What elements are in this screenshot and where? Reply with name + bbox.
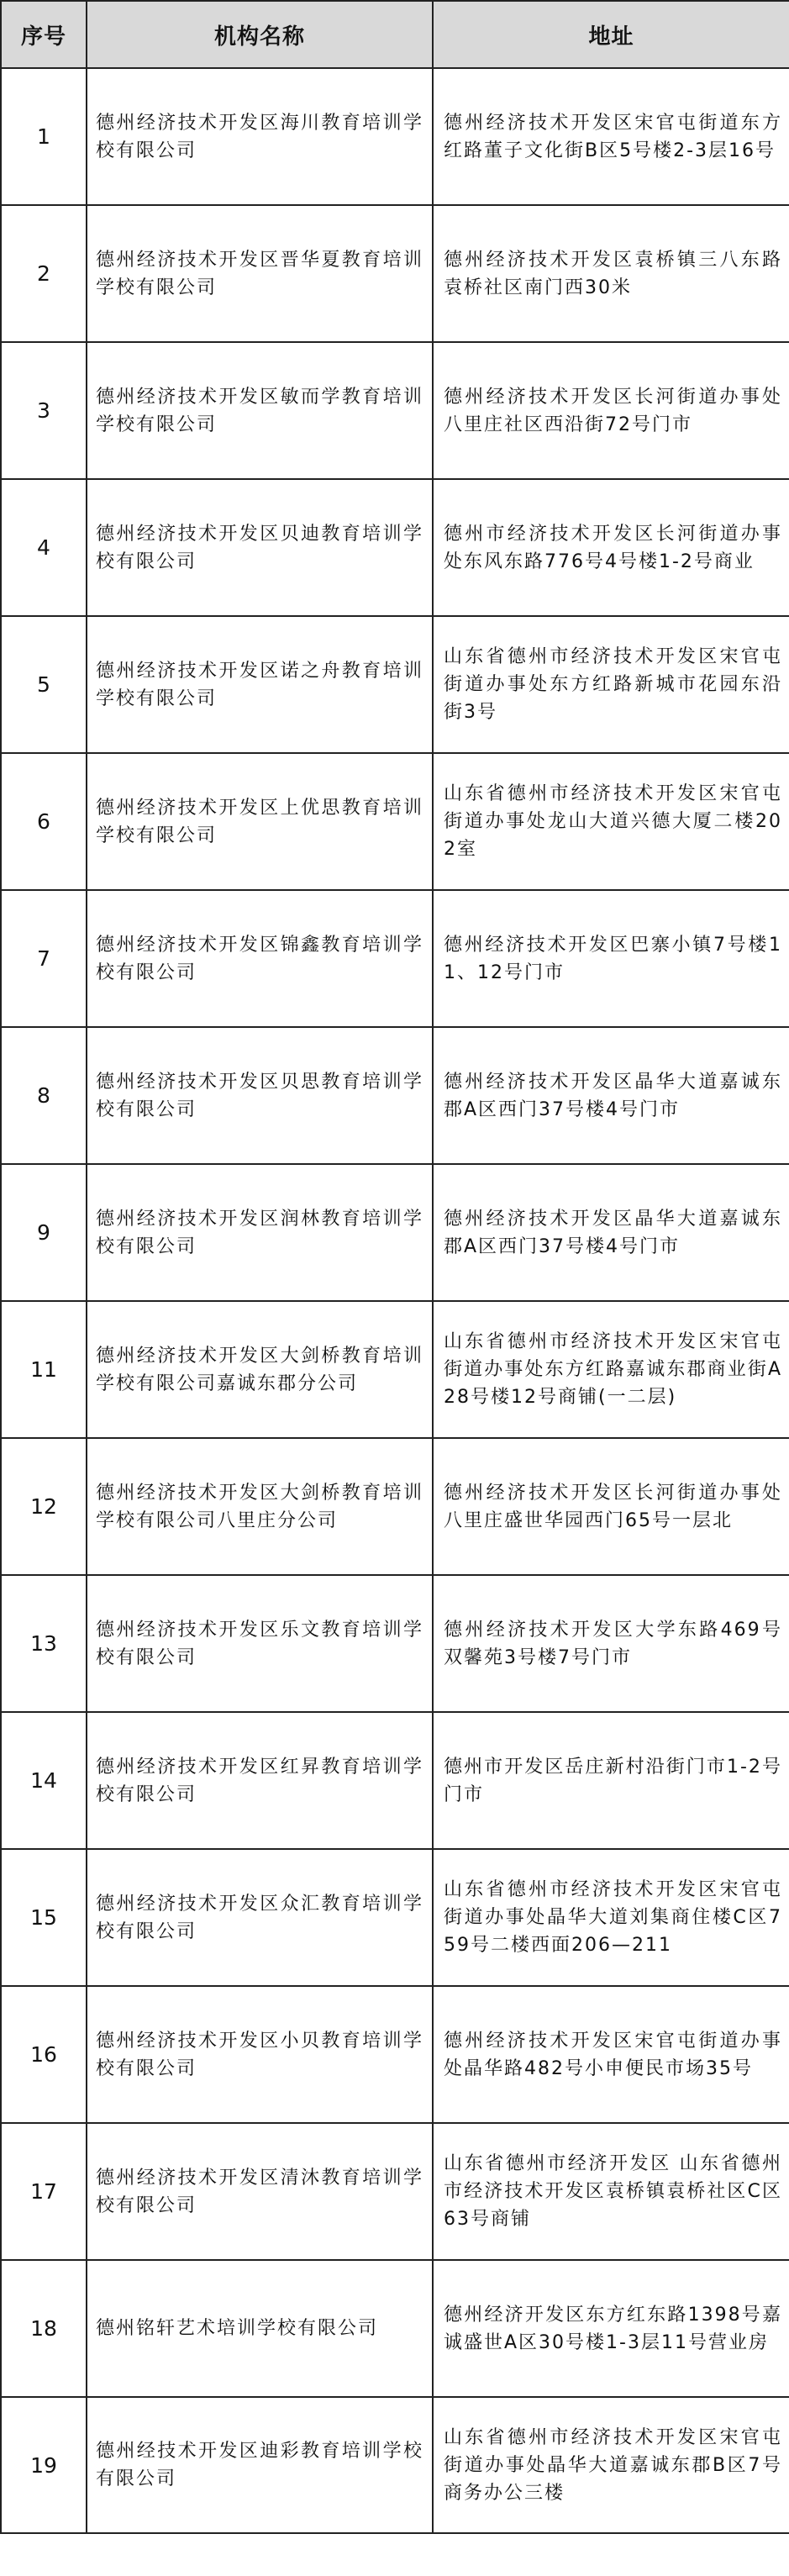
- row-index: 12: [1, 1438, 87, 1575]
- row-index: 3: [1, 342, 87, 479]
- row-address: 德州经济技术开发区长河街道办事处八里庄社区西沿街72号门市: [433, 342, 789, 479]
- row-index: 19: [1, 2397, 87, 2533]
- table-row: [1, 2260, 789, 2397]
- row-name: 德州经济技术开发区上优思教育培训学校有限公司: [87, 753, 433, 890]
- row-address: 山东省德州市经济技术开发区宋官屯街道办事处东方红路嘉诚东郡商业街A28号楼12号商铺(一二层): [433, 1301, 789, 1438]
- row-name: 德州经济技术开发区海川教育培训学校有限公司: [87, 68, 433, 205]
- row-index: 16: [1, 1986, 87, 2123]
- row-address: 德州经济技术开发区晶华大道嘉诚东郡A区西门37号楼4号门市: [433, 1027, 789, 1164]
- table-row: [1, 1849, 789, 1986]
- row-address: 德州经济技术开发区宋官屯街道办事处晶华路482号小申便民市场35号: [433, 1986, 789, 2123]
- table-row: [1, 2397, 789, 2533]
- row-address: 山东省德州市经济技术开发区宋官屯街道办事处晶华大道嘉诚东郡B区7号商务办公三楼: [433, 2397, 789, 2533]
- row-index: 17: [1, 2123, 87, 2260]
- table-row: [1, 342, 789, 479]
- table-row: [1, 1027, 789, 1164]
- table-row: [1, 1164, 789, 1301]
- row-address: 山东省德州市经济开发区 山东省德州市经济技术开发区袁桥镇袁桥社区C区63号商铺: [433, 2123, 789, 2260]
- table-row: [1, 1438, 789, 1575]
- row-name: 德州经济技术开发区红昇教育培训学校有限公司: [87, 1712, 433, 1849]
- row-name: 德州经济技术开发区润林教育培训学校有限公司: [87, 1164, 433, 1301]
- table-row: [1, 68, 789, 205]
- row-address: 山东省德州市经济技术开发区宋官屯街道办事处龙山大道兴德大厦二楼202室: [433, 753, 789, 890]
- row-address: 德州经济技术开发区长河街道办事处八里庄盛世华园西门65号一层北: [433, 1438, 789, 1575]
- row-index: 15: [1, 1849, 87, 1986]
- row-name: 德州经济技术开发区锦鑫教育培训学校有限公司: [87, 890, 433, 1027]
- table-row: [1, 479, 789, 616]
- row-index: 7: [1, 890, 87, 1027]
- row-index: 2: [1, 205, 87, 342]
- row-index: 9: [1, 1164, 87, 1301]
- row-name: 德州经济技术开发区众汇教育培训学校有限公司: [87, 1849, 433, 1986]
- table-row: [1, 753, 789, 890]
- row-index: 18: [1, 2260, 87, 2397]
- row-address: 德州市开发区岳庄新村沿街门市1-2号门市: [433, 1712, 789, 1849]
- row-index: 11: [1, 1301, 87, 1438]
- table-header-row: [1, 1, 789, 68]
- table-row: [1, 1712, 789, 1849]
- row-address: 德州经济技术开发区晶华大道嘉诚东郡A区西门37号楼4号门市: [433, 1164, 789, 1301]
- row-name: 德州经济技术开发区贝思教育培训学校有限公司: [87, 1027, 433, 1164]
- row-name: 德州经济技术开发区敏而学教育培训学校有限公司: [87, 342, 433, 479]
- row-address: 德州经济技术开发区宋官屯街道东方红路董子文化街B区5号楼2-3层16号: [433, 68, 789, 205]
- header-name: 机构名称: [87, 1, 433, 68]
- row-address: 德州经济技术开发区大学东路469号双馨苑3号楼7号门市: [433, 1575, 789, 1712]
- row-name: 德州经济技术开发区清沐教育培训学校有限公司: [87, 2123, 433, 2260]
- header-index: 序号: [1, 1, 87, 68]
- table-row: [1, 1301, 789, 1438]
- table-row: [1, 616, 789, 753]
- row-index: 5: [1, 616, 87, 753]
- row-name: 德州铭轩艺术培训学校有限公司: [87, 2260, 433, 2397]
- row-index: 8: [1, 1027, 87, 1164]
- table-row: [1, 2123, 789, 2260]
- row-name: 德州经技术开发区迪彩教育培训学校有限公司: [87, 2397, 433, 2533]
- row-address: 德州经济技术开发区巴寨小镇7号楼11、12号门市: [433, 890, 789, 1027]
- row-name: 德州经济技术开发区晋华夏教育培训学校有限公司: [87, 205, 433, 342]
- row-index: 1: [1, 68, 87, 205]
- row-index: 14: [1, 1712, 87, 1849]
- row-index: 6: [1, 753, 87, 890]
- row-address: 德州经济开发区东方红东路1398号嘉诚盛世A区30号楼1-3层11号营业房: [433, 2260, 789, 2397]
- row-name: 德州经济技术开发区大剑桥教育培训学校有限公司嘉诚东郡分公司: [87, 1301, 433, 1438]
- row-index: 13: [1, 1575, 87, 1712]
- row-address: 山东省德州市经济技术开发区宋官屯街道办事处晶华大道刘集商住楼C区759号二楼西面206—211: [433, 1849, 789, 1986]
- table-row: [1, 890, 789, 1027]
- row-address: 德州市经济技术开发区长河街道办事处东风东路776号4号楼1-2号商业: [433, 479, 789, 616]
- row-name: 德州经济技术开发区大剑桥教育培训学校有限公司八里庄分公司: [87, 1438, 433, 1575]
- row-address: 德州经济技术开发区袁桥镇三八东路袁桥社区南门西30米: [433, 205, 789, 342]
- table-row: [1, 1986, 789, 2123]
- row-index: 4: [1, 479, 87, 616]
- table-row: [1, 1575, 789, 1712]
- row-name: 德州经济技术开发区小贝教育培训学校有限公司: [87, 1986, 433, 2123]
- row-name: 德州经济技术开发区乐文教育培训学校有限公司: [87, 1575, 433, 1712]
- table-row: [1, 205, 789, 342]
- row-address: 山东省德州市经济技术开发区宋官屯街道办事处东方红路新城市花园东沿街3号: [433, 616, 789, 753]
- row-name: 德州经济技术开发区诺之舟教育培训学校有限公司: [87, 616, 433, 753]
- header-address: 地址: [433, 1, 789, 68]
- row-name: 德州经济技术开发区贝迪教育培训学校有限公司: [87, 479, 433, 616]
